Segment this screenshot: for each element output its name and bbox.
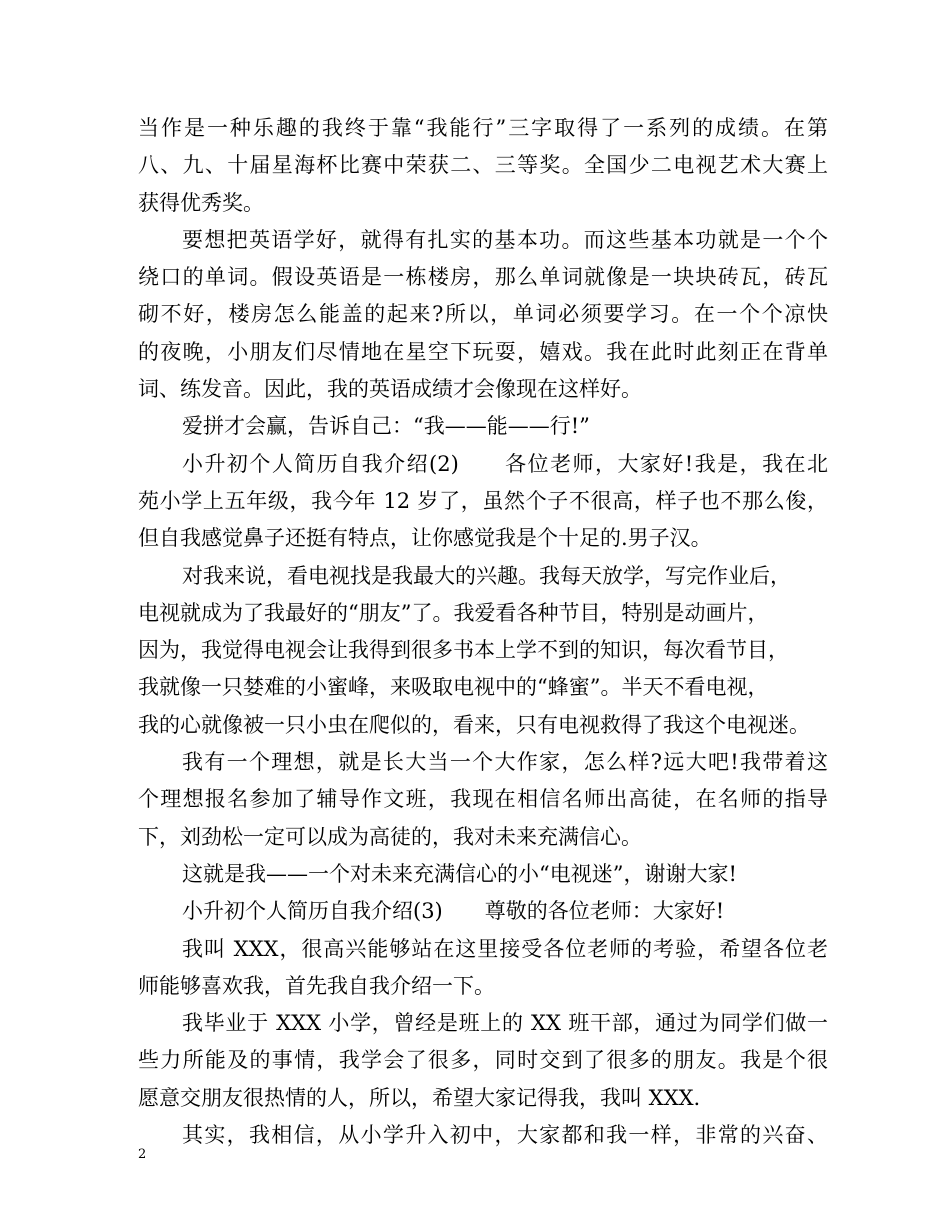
text-line: 苑小学上五年级，我今年 12 岁了，虽然个子不很高，样子也不那么俊， xyxy=(138,488,828,513)
text-line: 砌不好，楼房怎么能盖的起来?所以，单词必须要学习。在一个个凉快 xyxy=(138,302,828,327)
text-line: 八、九、十届星海杯比赛中荣获二、三等奖。全国少二电视艺术大赛上 xyxy=(138,153,828,178)
text-line: 师能够喜欢我，首先我自我介绍一下。 xyxy=(138,973,495,998)
text-line: 当作是一种乐趣的我终于靠“我能行”三字取得了一系列的成绩。在第 xyxy=(138,116,828,140)
text-line: 其实，我相信，从小学升入初中，大家都和我一样，非常的兴奋、 xyxy=(182,1123,828,1148)
body-text xyxy=(138,110,828,1154)
text-line: 愿意交朋友很热情的人，所以，希望大家记得我，我叫 XXX. xyxy=(138,1085,701,1110)
page-number: 2 xyxy=(138,1147,147,1162)
text-line: 小升初个人简历自我介绍(3) 尊敬的各位老师：大家好! xyxy=(182,899,725,924)
text-line: 要想把英语学好，就得有扎实的基本功。而这些基本功就是一个个 xyxy=(182,227,828,252)
text-line: 因为，我觉得电视会让我得到很多书本上学不到的知识，每次看节目， xyxy=(138,638,789,663)
text-line: 我有一个理想，就是长大当一个大作家，怎么样?远大吧!我带着这 xyxy=(182,750,828,775)
text-line: 下，刘劲松一定可以成为高徒的，我对未来充满信心。 xyxy=(138,824,642,849)
text-line: 但自我感觉鼻子还挺有特点，让你感觉我是个十足的.男子汉。 xyxy=(138,526,712,551)
text-line: 电视就成为了我最好的“朋友”了。我爱看各种节目，特别是动画片， xyxy=(138,600,769,625)
text-line: 小升初个人简历自我介绍(2) 各位老师，大家好!我是，我在北 xyxy=(182,451,828,476)
text-line: 的夜晚，小朋友们尽情地在星空下玩耍，嬉戏。我在此时此刻正在背单 xyxy=(138,339,828,364)
text-line: 个理想报名参加了辅导作文班，我现在相信名师出高徒，在名师的指导 xyxy=(138,787,828,812)
text-line: 我的心就像被一只小虫在爬似的，看来，只有电视救得了我这个电视迷。 xyxy=(138,712,810,737)
text-line: 爱拼才会赢，告诉自己：“我——能——行!” xyxy=(182,414,590,439)
text-line: 些力所能及的事情，我学会了很多，同时交到了很多的朋友。我是个很 xyxy=(138,1048,828,1073)
text-line: 获得优秀奖。 xyxy=(138,190,264,215)
text-line: 词、练发音。因此，我的英语成绩才会像现在这样好。 xyxy=(138,377,642,402)
text-line: 对我来说，看电视找是我最大的兴趣。我每天放学，写完作业后， xyxy=(182,563,791,588)
text-line: 我毕业于 XXX 小学，曾经是班上的 XX 班干部，通过为同学们做一 xyxy=(182,1011,828,1036)
text-line: 我叫 XXX，很高兴能够站在这里接受各位老师的考验，希望各位老 xyxy=(182,936,828,961)
text-line: 我就像一只婪难的小蜜峰，来吸取电视中的“蜂蜜”。半天不看电视， xyxy=(138,675,769,700)
text-line: 这就是我——一个对未来充满信心的小“电视迷”，谢谢大家! xyxy=(182,861,737,886)
text-line: 绕口的单词。假设英语是一栋楼房，那么单词就像是一块块砖瓦，砖瓦 xyxy=(138,265,828,290)
